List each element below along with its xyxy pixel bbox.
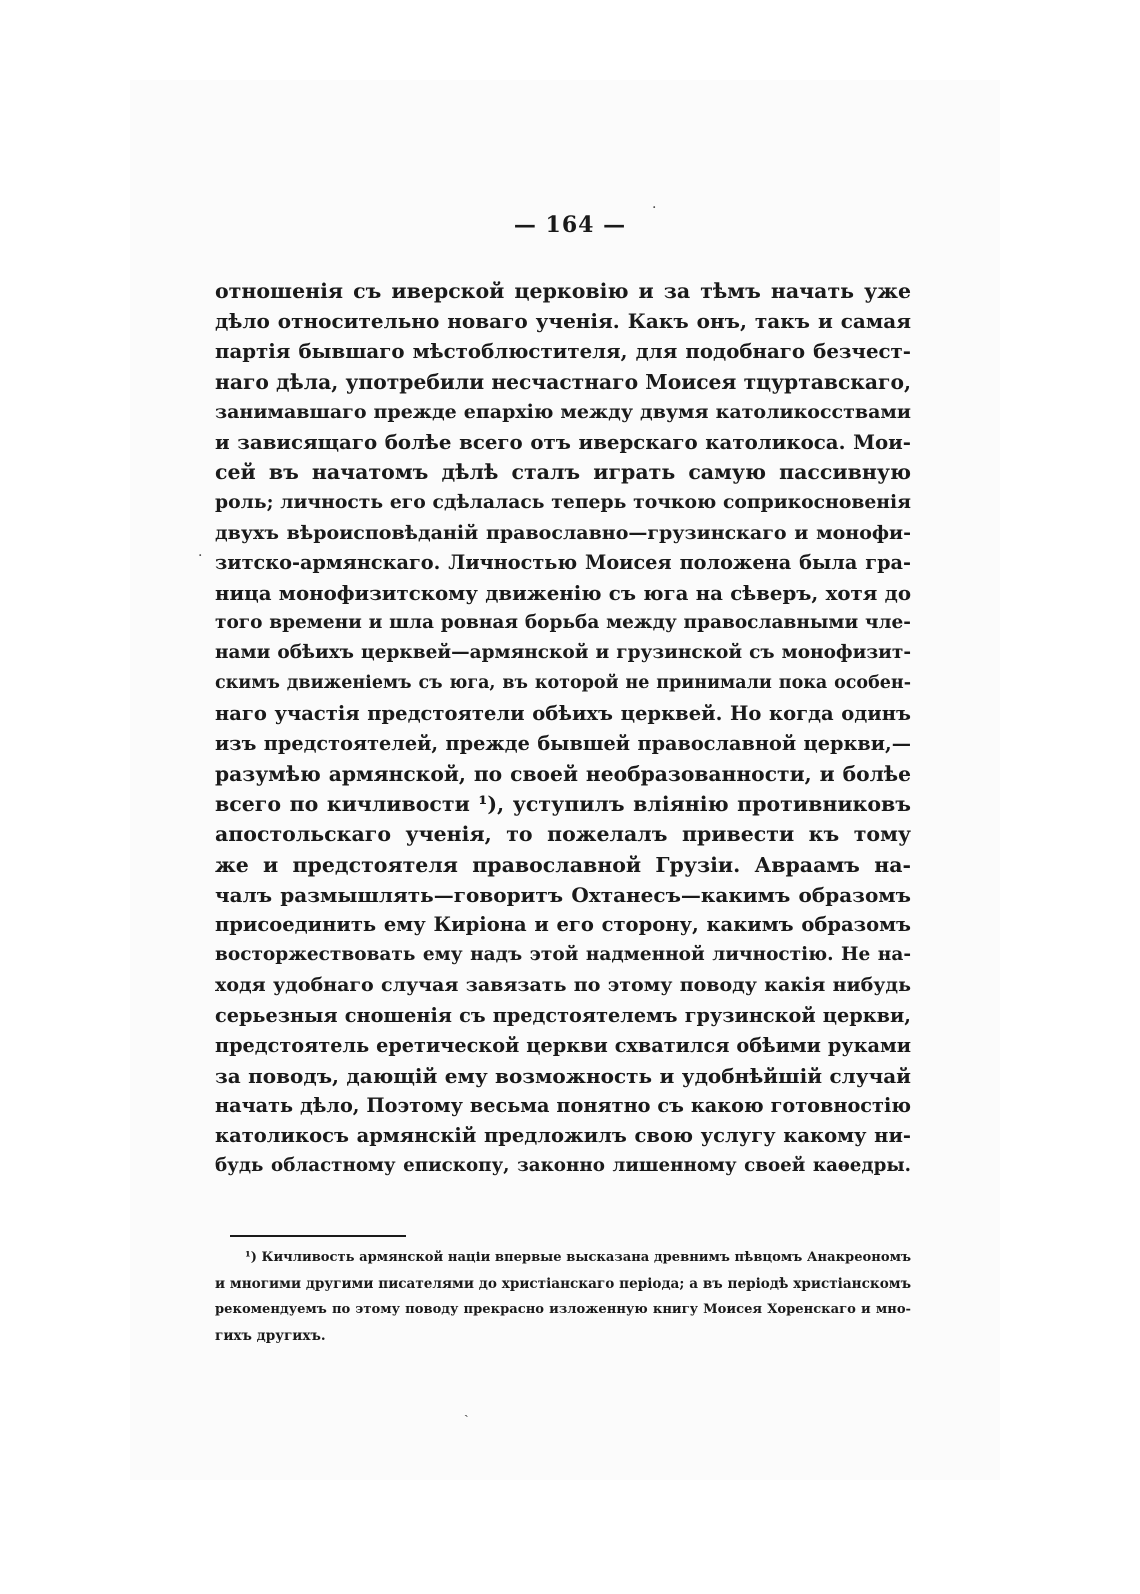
text-line: серьезныя сношенія съ предстоятелемъ грузинской церкви, [215, 1003, 911, 1027]
text-line: восторжествовать ему надъ этой надменной личностію. Не на- [215, 944, 911, 966]
footnote-line: ¹) Кичливость армянской націи впервые высказана древнимъ пѣвцомъ Анакреономъ [245, 1250, 911, 1265]
text-line: разумѣю армянской, по своей необразованности, и болѣе [215, 762, 911, 786]
text-line: всего по кичливости ¹), уступилъ вліянію противниковъ [215, 792, 911, 817]
text-line: того времени и шла ровная борьба между православными чле- [215, 612, 911, 634]
page-number: — 164 — [513, 212, 627, 238]
scan-speck: · [652, 200, 657, 216]
footnote-line: и многими другими писателями до христіанскаго періода; а въ періодѣ христіанскомъ [215, 1276, 911, 1292]
text-line: двухъ вѣроисповѣданій православно—грузинскаго и монофи- [215, 521, 911, 544]
text-line: наго дѣла, употребили несчастнаго Моисея тцуртавскаго, [215, 369, 911, 394]
main-text-block [215, 276, 911, 1182]
text-line: же и предстоятеля православной Грузіи. Авраамъ на- [215, 852, 911, 877]
footnote-line: рекомендуемъ по этому поводу прекрасно изложенную книгу Моисея Хоренскаго и мно- [215, 1302, 911, 1317]
text-line: дѣло относительно новаго ученія. Какъ онъ, такъ и самая [215, 309, 911, 334]
text-line: апостольскаго ученія, то пожелалъ привести къ тому [215, 822, 911, 847]
footnote-block [215, 1245, 911, 1349]
text-line: партія бывшаго мѣстоблюстителя, для подобнаго безчест- [215, 339, 911, 364]
text-line: присоединить ему Киріона и его сторону, какимъ образомъ [215, 912, 911, 936]
text-line: отношенія съ иверской церковію и за тѣмъ начать уже [215, 279, 911, 303]
text-line: сей въ начатомъ дѣлѣ сталъ играть самую пассивную [215, 460, 911, 485]
text-line: роль; личность его сдѣлалась теперь точкою соприкосновенія [215, 491, 911, 514]
scan-speck: · [198, 548, 203, 564]
text-line: нами обѣихъ церквей—армянской и грузинской съ монофизит- [215, 642, 911, 664]
text-line: ходя удобнаго случая завязать по этому поводу какія нибудь [215, 974, 911, 997]
text-line: занимавшаго прежде епархію между двумя католикосствами [215, 400, 911, 423]
footnote-line: гихъ другихъ. [215, 1328, 326, 1344]
scan-speck: ˏ [464, 1402, 469, 1418]
text-line: изъ предстоятелей, прежде бывшей православной церкви,— [215, 731, 911, 755]
text-line: и зависящаго болѣе всего отъ иверскаго католикоса. Мои- [215, 429, 911, 454]
text-line: зитско-армянскаго. Личностью Моисея положена была гра- [215, 550, 911, 574]
text-line: предстоятель еретической церкви схватился обѣими руками [215, 1033, 911, 1057]
text-line: чалъ размышлять—говоритъ Охтанесъ—какимъ образомъ [215, 882, 911, 907]
text-line: начать дѣло, Поэтому весьма понятно съ какою готовностію [215, 1094, 911, 1118]
text-line: за поводъ, дающій ему возможность и удобнѣйшій случай [215, 1063, 911, 1088]
text-line: будь областному епископу, законно лишенному своей каѳедры. [215, 1155, 911, 1177]
footnote-divider [230, 1235, 406, 1237]
text-line: ница монофизитскому движенію съ юга на сѣверъ, хотя до [215, 580, 911, 605]
text-line: скимъ движеніемъ съ юга, въ которой не принимали пока особен- [215, 673, 911, 694]
text-line: католикосъ армянскій предложилъ свою услугу какому ни- [215, 1124, 911, 1148]
text-line: наго участія предстоятели обѣихъ церквей. Но когда одинъ [215, 701, 911, 725]
